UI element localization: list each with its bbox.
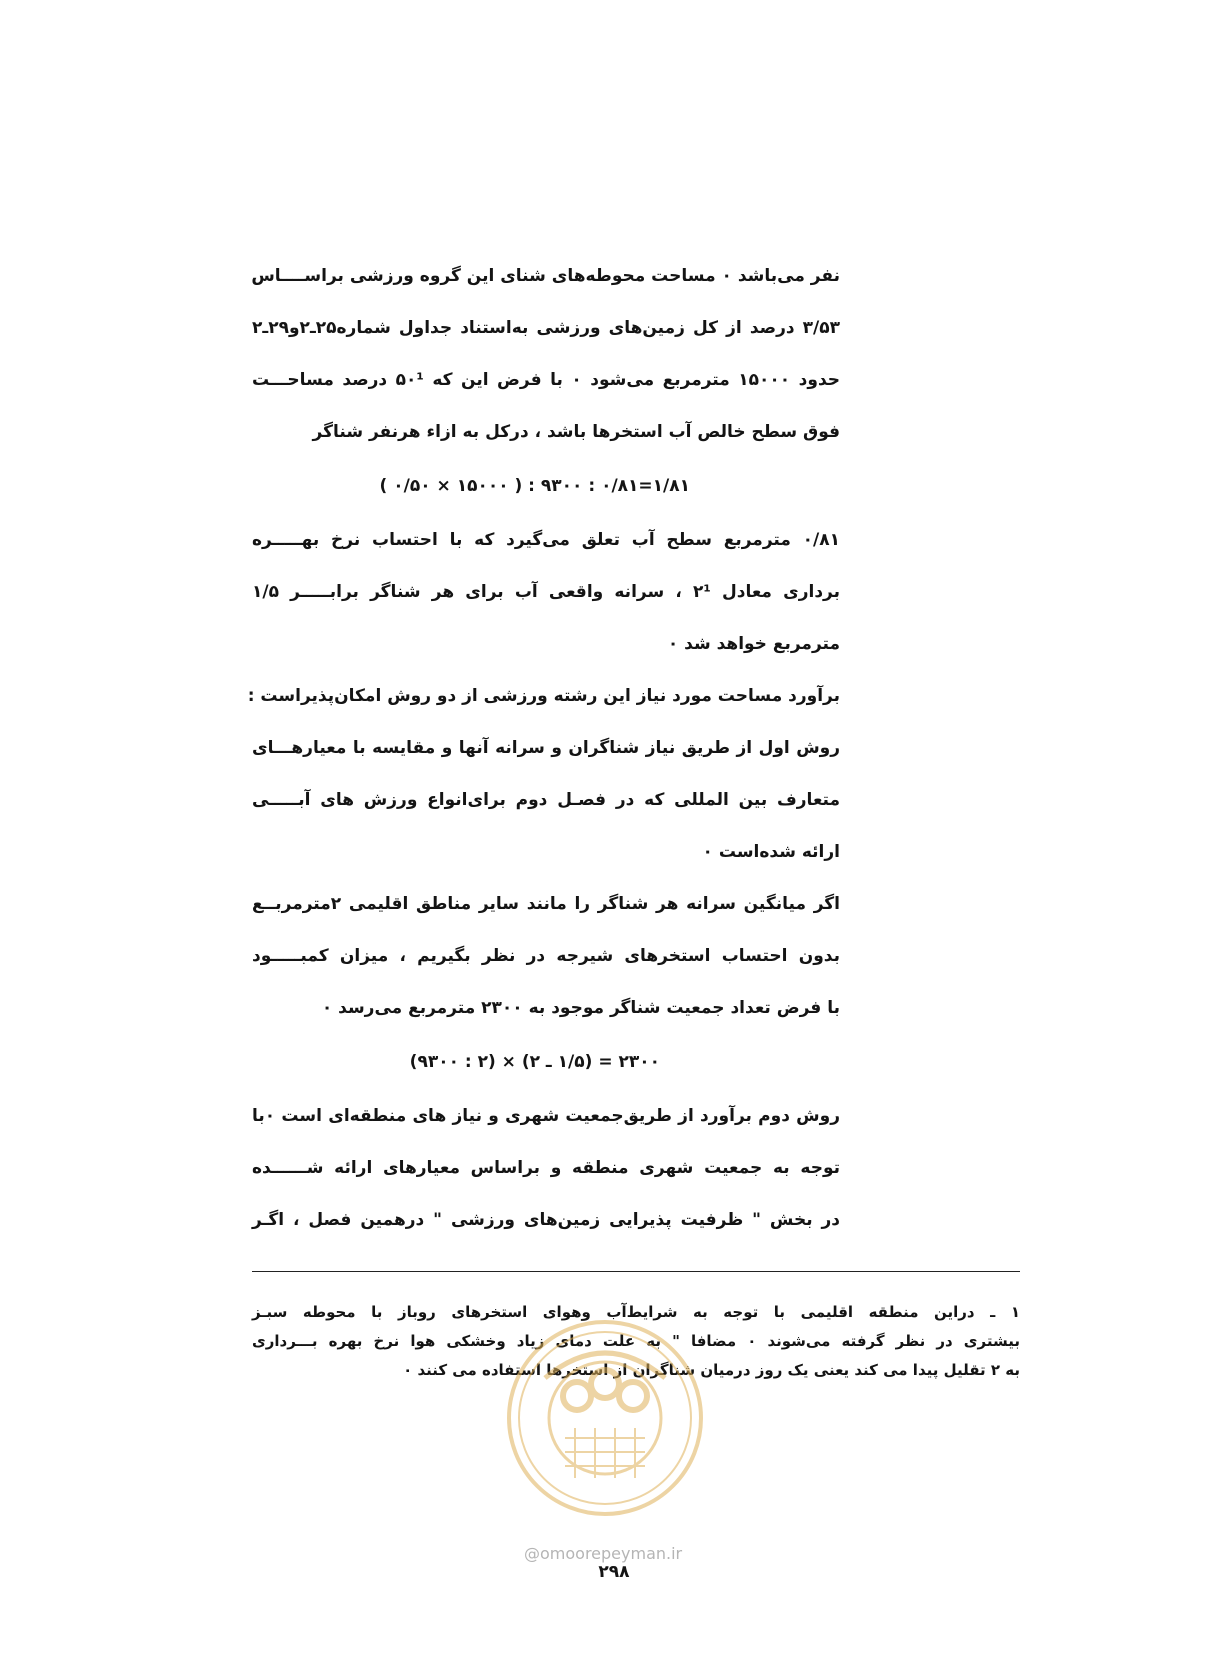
body-line: توجه به جمعیت شهری منطقه و براساس معیارهای ارائه شــــــده: [252, 1158, 840, 1178]
formula: ۱/۸۱=۰/۸۱ : ۹۳۰۰ : ( ۱۵۰۰۰ × ۰/۵۰ ): [379, 476, 690, 496]
watermark-url: @omoorepeyman.ir: [524, 1544, 683, 1563]
body-line: حدود ۱۵۰۰۰ مترمربع می‌شود ۰ با فرض این که ۵۰¹ درصد مساحـــت: [252, 370, 841, 390]
body-line: فوق سطح خالص آب استخرها باشد ، درکل به ازاء هرنفر شناگر: [312, 422, 840, 442]
body-line: بدون احتساب استخرهای شیرجه در نظر بگیریم ، میزان کمبـــــود: [252, 946, 840, 966]
body-line: ارائه شده‌است ۰: [702, 842, 840, 862]
body-line-text: از طریق نیاز شناگران و سرانه آنها و مقایسه با معیارهـــای: [252, 738, 759, 758]
body-line-text: در بخش ": [743, 1210, 841, 1230]
body-line: نفر می‌باشد ۰ مساحت محوطه‌های شنای این گروه ورزشی براســــاس: [251, 266, 840, 286]
body-line: [252, 1090, 840, 1142]
footnote-line: به ۲ تقلیل پیدا می کند یعنی یک روز درمیان شناگران از استخرها استفاده می کنند ۰: [403, 1361, 1020, 1379]
section-reference: ظرفیت پذیرایی زمین‌های ورزشی: [450, 1210, 744, 1230]
footnote-line: بیشتری در نظر گرفته می‌شوند ۰ مضافا " به علت دمای زیاد وخشکی هوا نرخ بهره بـــرداری: [252, 1332, 1020, 1350]
method-one-heading: روش اول: [758, 738, 841, 758]
body-line: برداری معادل ۲¹ ، سرانه واقعی آب برای هر شناگر برابـــــر ۱/۵: [252, 582, 840, 602]
body-line: مترمربع خواهد شد ۰: [667, 634, 840, 654]
body-line: برآورد مساحت مورد نیاز این رشته ورزشی از دو روش امکان‌پذیراست :: [247, 686, 840, 706]
body-line: ۳/۵۳ درصد از کل زمین‌های ورزشی به‌استناد جداول شماره۲۵ـ۲و۲۹ـ۲: [252, 318, 840, 338]
body-line: اگر میانگین سرانه هر شناگر را مانند سایر مناطق اقلیمی ۲مترمربــع: [252, 894, 840, 914]
watermark-seal-icon: [505, 1318, 705, 1518]
footnote-line: ۱ ـ دراین منطقه اقلیمی با توجه به شرایط‌آب وهوای استخرهای روباز با محوطه سبـز: [252, 1303, 1020, 1321]
body-line: با فرض تعداد جمعیت شناگر موجود به ۲۳۰۰ مترمربع می‌رسد ۰: [321, 998, 840, 1018]
body-line-text: برآورد از طریق‌جمعیت شهری و نیاز های منطقه‌ای است ۰با: [252, 1106, 759, 1126]
body-line: متعارف بین المللی که در فصـل دوم برای‌انواع ورزش های آبـــــی: [252, 790, 840, 810]
formula: ۲۳۰۰ = (۱/۵ ـ ۲) × (۲ : ۹۳۰۰): [409, 1052, 660, 1072]
body-line-text: " درهمین فصل ، اگـر: [252, 1210, 451, 1230]
page-number: ۲۹۸: [598, 1562, 630, 1582]
body-line: [252, 722, 840, 774]
body-line: [252, 1194, 840, 1246]
body-text: [247, 250, 841, 1246]
method-two-heading: روش دوم: [758, 1106, 840, 1126]
footnote-divider: [252, 1271, 1020, 1272]
body-line: ۰/۸۱ مترمربع سطح آب تعلق می‌گیرد که با احتساب نرخ بهـــــره: [252, 530, 840, 550]
